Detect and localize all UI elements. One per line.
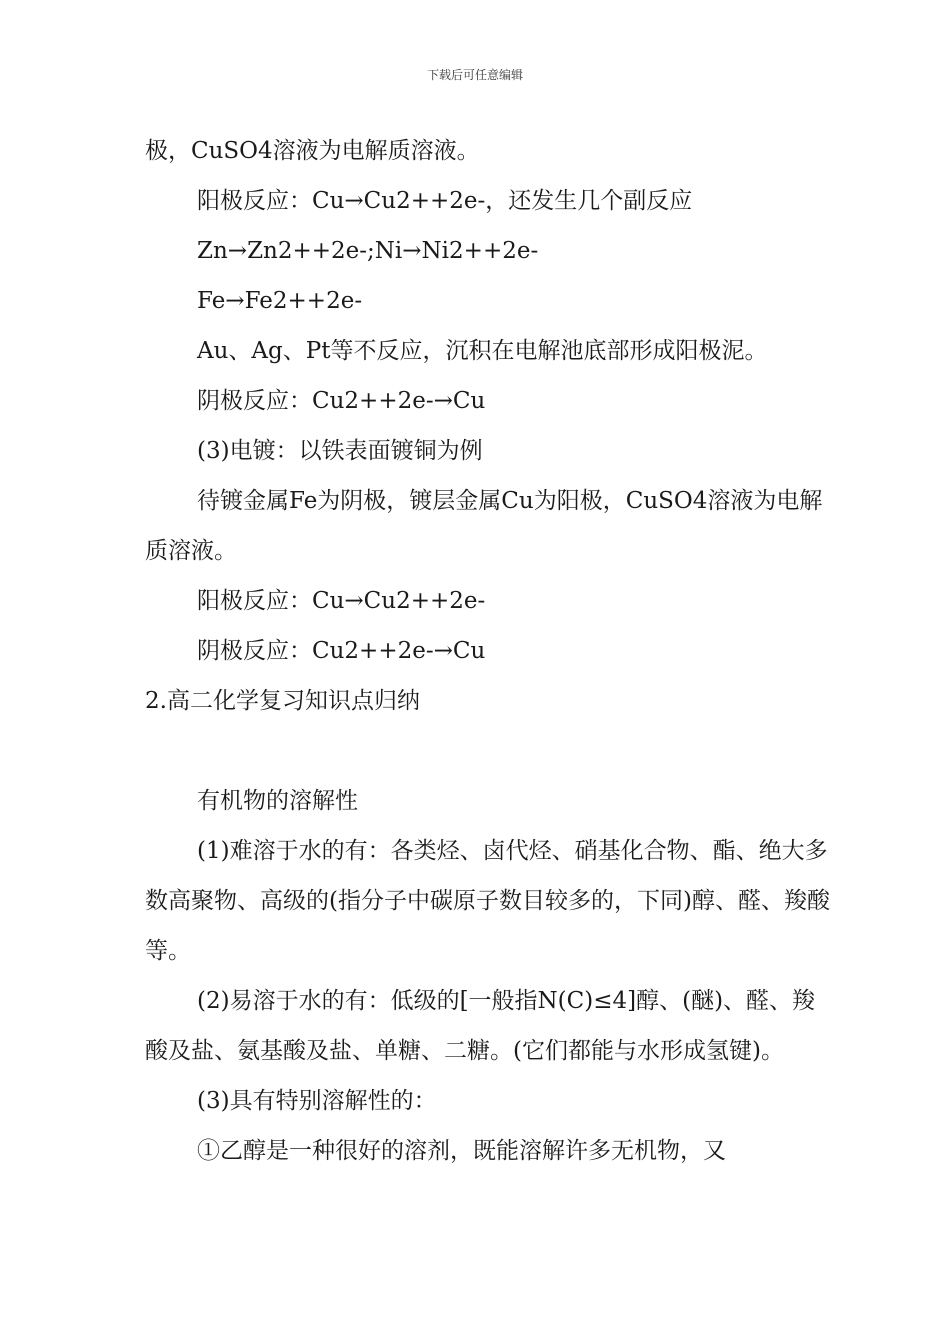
paragraph: 阳极反应：Cu→Cu2++2e-，还发生几个副反应 [197, 188, 693, 214]
paragraph: 待镀金属Fe为阴极，镀层金属Cu为阳极，CuSO4溶液为电解质溶液。 [145, 488, 823, 564]
document-body [145, 126, 835, 1176]
subsection-heading: 有机物的溶解性 [197, 788, 358, 814]
paragraph: 极，CuSO4溶液为电解质溶液。 [145, 138, 480, 164]
paragraph: Zn→Zn2++2e-;Ni→Ni2++2e- [197, 238, 539, 264]
paragraph: (3)电镀：以铁表面镀铜为例 [197, 438, 483, 464]
paragraph: (1)难溶于水的有：各类烃、卤代烃、硝基化合物、酯、绝大多数高聚物、高级的(指分子中碳原子数目较多的，下同)醇、醛、羧酸等。 [145, 838, 830, 964]
blank-line [145, 726, 835, 776]
paragraph: 阴极反应：Cu2++2e-→Cu [197, 388, 486, 414]
paragraph: Au、Ag、Pt等不反应，沉积在电解池底部形成阳极泥。 [197, 338, 768, 364]
section-heading: 2.高二化学复习知识点归纳 [145, 688, 420, 714]
paragraph: ①乙醇是一种很好的溶剂，既能溶解许多无机物，又 [197, 1138, 726, 1164]
page-header: 下载后可任意编辑 [426, 68, 523, 82]
paragraph: (3)具有特别溶解性的： [197, 1088, 437, 1114]
paragraph: 阳极反应：Cu→Cu2++2e- [197, 588, 486, 614]
paragraph: (2)易溶于水的有：低级的[一般指N(C)≤4]醇、(醚)、醛、羧酸及盐、氨基酸及盐、单糖、二糖。(它们都能与水形成氢键)。 [145, 988, 816, 1064]
paragraph: 阴极反应：Cu2++2e-→Cu [197, 638, 486, 664]
paragraph: Fe→Fe2++2e- [197, 288, 363, 314]
